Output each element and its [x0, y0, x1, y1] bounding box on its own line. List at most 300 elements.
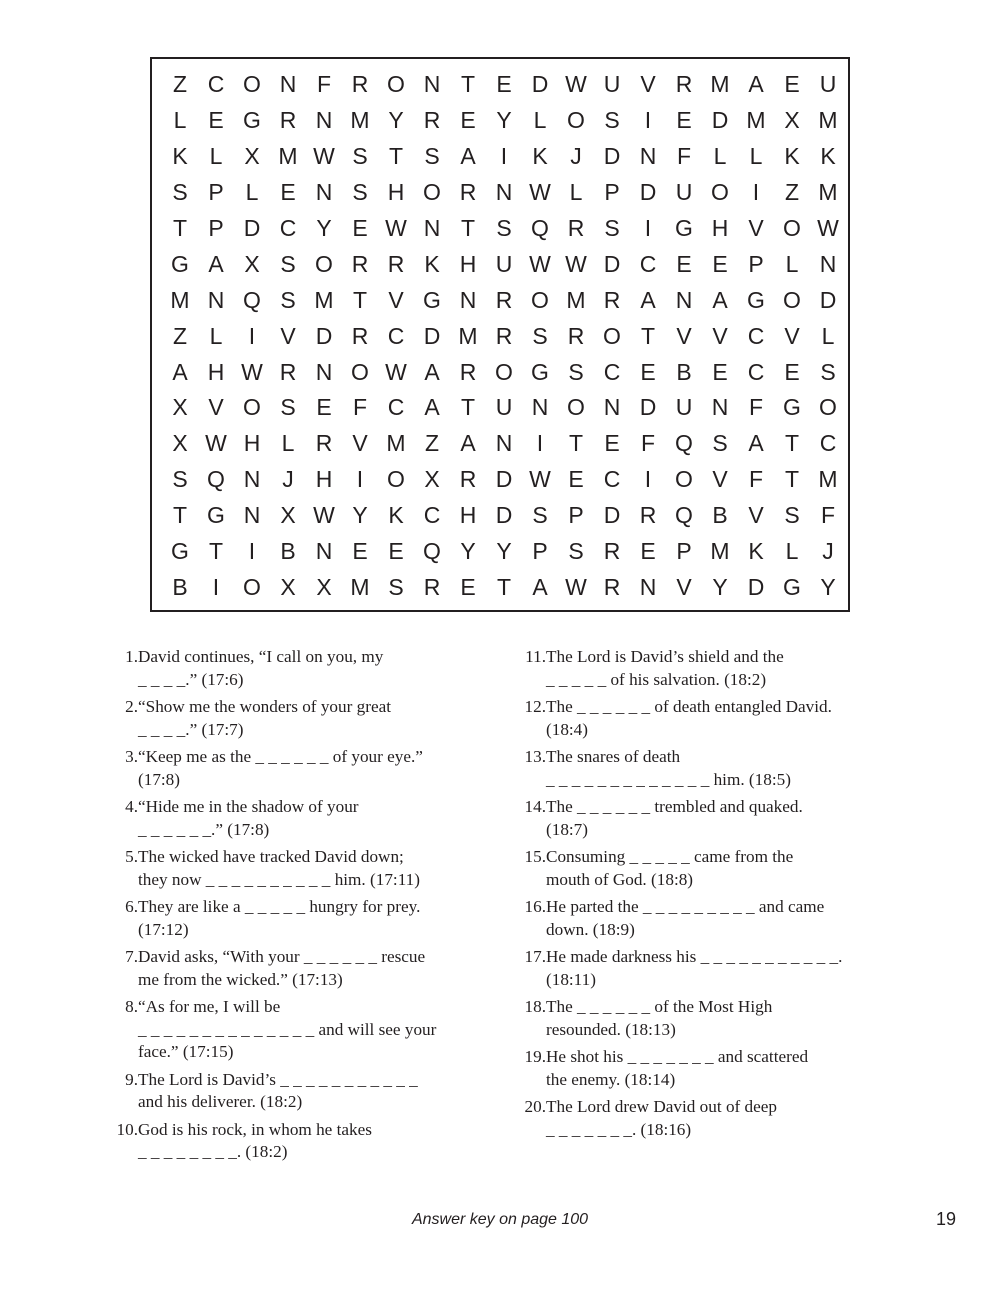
- grid-letter: W: [529, 250, 551, 277]
- grid-letter: E: [676, 250, 692, 277]
- grid-letter: P: [208, 179, 224, 206]
- grid-letter: Y: [460, 538, 476, 565]
- grid-letter: O: [567, 394, 585, 421]
- grid-letter: R: [675, 71, 693, 98]
- grid-letter: T: [784, 466, 800, 493]
- clue-item: [100, 946, 495, 991]
- grid-letter: Y: [316, 215, 332, 241]
- clue-text: David asks, “With your _ _ _ _ _ _ rescue me from the wicked.” (17:13): [138, 947, 426, 989]
- grid-letter: N: [315, 107, 333, 134]
- grid-letter: A: [208, 250, 224, 277]
- clue-list-left: [100, 646, 495, 1169]
- grid-letter: S: [568, 538, 584, 565]
- grid-letter: O: [243, 573, 261, 600]
- clue-item: [508, 696, 908, 741]
- grid-letter: L: [785, 538, 799, 565]
- grid-letter: D: [603, 250, 621, 277]
- grid-letter: Q: [531, 215, 549, 241]
- clue-number: 20.: [524, 1097, 546, 1116]
- clue-item: [508, 946, 908, 991]
- clue-text: “Show me the wonders of your great _ _ _ _.” (17:7): [138, 697, 391, 739]
- grid-letter: M: [710, 71, 730, 98]
- grid-letter: G: [171, 250, 189, 277]
- grid-letter: X: [172, 394, 188, 421]
- grid-letter: V: [388, 286, 404, 313]
- grid-letter: E: [640, 538, 656, 565]
- word-search-grid-box: [150, 57, 850, 612]
- grid-letter: N: [675, 286, 693, 313]
- clue-item: [508, 896, 908, 941]
- grid-letter: C: [819, 430, 837, 457]
- grid-letter: V: [640, 71, 656, 98]
- grid-letter: S: [172, 466, 188, 493]
- grid-letter: R: [459, 358, 477, 385]
- grid-letter: V: [676, 573, 692, 600]
- clue-text: They are like a _ _ _ _ _ hungry for prey. (17:12): [138, 897, 421, 939]
- grid-letter: G: [747, 286, 765, 313]
- grid-letter: V: [712, 466, 728, 493]
- grid-letter: T: [172, 215, 188, 241]
- clue-text: The Lord is David’s _ _ _ _ _ _ _ _ _ _ _ and his deliverer. (18:2): [138, 1069, 418, 1111]
- clue-item: [100, 1119, 495, 1164]
- clue-number: 17.: [524, 947, 546, 966]
- grid-letter: B: [172, 573, 188, 600]
- clue-item: [508, 1096, 908, 1141]
- grid-letter: Q: [243, 286, 261, 313]
- grid-letter: B: [676, 358, 692, 385]
- clue-number: 19.: [524, 1047, 546, 1066]
- grid-letter: W: [385, 358, 407, 385]
- grid-letter: X: [424, 466, 440, 493]
- grid-letter: A: [460, 430, 476, 457]
- grid-letter: T: [460, 215, 476, 241]
- grid-letter: H: [711, 215, 729, 241]
- grid-letter: A: [172, 358, 188, 385]
- grid-letter: V: [280, 322, 296, 349]
- grid-letter: X: [172, 430, 188, 457]
- clue-number: 7.: [125, 947, 138, 966]
- grid-letter: S: [568, 358, 584, 385]
- grid-letter: L: [713, 143, 727, 170]
- grid-row: [162, 139, 846, 175]
- page-number: 19: [935, 1209, 956, 1229]
- grid-letter: M: [278, 143, 298, 170]
- grid-letter: N: [819, 250, 837, 277]
- grid-letter: E: [784, 71, 800, 98]
- grid-letter: N: [711, 394, 729, 421]
- grid-letter: K: [784, 143, 800, 170]
- grid-letter: R: [639, 502, 657, 529]
- grid-row: [162, 282, 846, 318]
- grid-letter: W: [241, 358, 263, 385]
- grid-letter: I: [248, 322, 256, 349]
- grid-letter: L: [209, 322, 223, 349]
- clue-text: “Keep me as the _ _ _ _ _ _ of your eye.” (17:8): [138, 747, 423, 789]
- grid-letter: D: [603, 502, 621, 529]
- grid-letter: D: [711, 107, 729, 134]
- grid-letter: K: [532, 143, 548, 170]
- grid-letter: S: [532, 502, 548, 529]
- grid-letter: D: [531, 71, 549, 98]
- clue-text: “As for me, I will be _ _ _ _ _ _ _ _ _ _ _ _ _ _ and will see your face.” (17:15): [138, 997, 437, 1061]
- clue-number: 14.: [524, 797, 546, 816]
- grid-letter: N: [603, 394, 621, 421]
- grid-letter: C: [279, 215, 297, 241]
- grid-letter: O: [351, 358, 369, 385]
- clue-text: The _ _ _ _ _ _ of the Most High resounded. (18:13): [546, 997, 773, 1039]
- grid-letter: W: [313, 143, 335, 170]
- grid-letter: N: [423, 215, 441, 241]
- clue-number: 5.: [125, 847, 138, 866]
- grid-letter: D: [603, 143, 621, 170]
- grid-row: [162, 318, 846, 354]
- grid-letter: E: [388, 538, 404, 565]
- grid-letter: N: [495, 179, 513, 206]
- grid-letter: P: [676, 538, 692, 565]
- grid-letter: L: [533, 107, 547, 134]
- grid-letter: W: [565, 250, 587, 277]
- grid-letter: L: [821, 322, 835, 349]
- grid-letter: G: [783, 573, 801, 600]
- grid-letter: E: [352, 215, 368, 241]
- clue-item: [508, 746, 908, 791]
- grid-letter: H: [459, 250, 477, 277]
- grid-letter: H: [315, 466, 333, 493]
- clue-item: [100, 696, 495, 741]
- grid-row: [162, 175, 846, 211]
- grid-letter: O: [423, 179, 441, 206]
- clue-text: The Lord drew David out of deep _ _ _ _ _ _ _. (18:16): [546, 1097, 777, 1139]
- grid-letter: Z: [172, 322, 188, 349]
- grid-letter: N: [495, 430, 513, 457]
- grid-letter: S: [820, 358, 836, 385]
- grid-letter: S: [532, 322, 548, 349]
- grid-letter: W: [565, 71, 587, 98]
- grid-letter: K: [820, 143, 836, 170]
- grid-letter: W: [529, 466, 551, 493]
- grid-letter: L: [173, 107, 187, 134]
- grid-letter: A: [460, 143, 476, 170]
- grid-letter: F: [820, 502, 836, 529]
- grid-letter: R: [351, 71, 369, 98]
- grid-letter: M: [566, 286, 586, 313]
- grid-letter: O: [531, 286, 549, 313]
- grid-letter: N: [315, 179, 333, 206]
- grid-letter: A: [640, 286, 656, 313]
- grid-letter: S: [280, 394, 296, 421]
- grid-letter: E: [280, 179, 296, 206]
- grid-letter: Z: [784, 179, 800, 206]
- grid-letter: F: [676, 143, 692, 170]
- clue-number: 12.: [524, 697, 546, 716]
- grid-letter: S: [604, 107, 620, 134]
- clue-number: 11.: [525, 647, 546, 666]
- grid-letter: V: [748, 502, 764, 529]
- grid-letter: A: [424, 394, 440, 421]
- grid-letter: E: [640, 358, 656, 385]
- clue-item: [100, 996, 495, 1064]
- grid-letter: D: [495, 502, 513, 529]
- grid-letter: T: [568, 430, 584, 457]
- clue-item: [508, 1046, 908, 1091]
- grid-letter: O: [819, 394, 837, 421]
- grid-letter: N: [459, 286, 477, 313]
- grid-letter: O: [711, 179, 729, 206]
- grid-letter: E: [712, 250, 728, 277]
- clue-item: [100, 796, 495, 841]
- grid-letter: H: [387, 179, 405, 206]
- grid-letter: G: [531, 358, 549, 385]
- grid-letter: E: [352, 538, 368, 565]
- grid-row: [162, 569, 846, 605]
- grid-letter: U: [675, 394, 693, 421]
- grid-letter: O: [315, 250, 333, 277]
- grid-letter: O: [675, 466, 693, 493]
- grid-letter: M: [818, 466, 838, 493]
- grid-letter: O: [243, 394, 261, 421]
- grid-letter: D: [639, 394, 657, 421]
- grid-letter: Y: [496, 538, 512, 565]
- clue-item: [508, 996, 908, 1041]
- grid-letter: S: [784, 502, 800, 529]
- grid-letter: N: [423, 71, 441, 98]
- grid-letter: Y: [712, 573, 728, 600]
- grid-letter: F: [748, 466, 764, 493]
- grid-letter: C: [639, 250, 657, 277]
- grid-row: [162, 211, 846, 247]
- grid-letter: M: [170, 286, 190, 313]
- grid-letter: V: [208, 394, 224, 421]
- grid-letter: Q: [207, 466, 225, 493]
- grid-letter: R: [315, 430, 333, 457]
- clue-number: 8.: [125, 997, 138, 1016]
- grid-letter: N: [315, 538, 333, 565]
- grid-letter: F: [352, 394, 368, 421]
- grid-letter: E: [460, 573, 476, 600]
- grid-letter: I: [356, 466, 364, 493]
- clue-number: 4.: [125, 797, 138, 816]
- grid-letter: G: [171, 538, 189, 565]
- grid-letter: W: [529, 179, 551, 206]
- grid-letter: Y: [352, 502, 368, 529]
- grid-letter: R: [351, 322, 369, 349]
- clue-number: 18.: [524, 997, 546, 1016]
- clue-number: 13.: [524, 747, 546, 766]
- grid-letter: T: [352, 286, 368, 313]
- grid-letter: P: [532, 538, 548, 565]
- grid-letter: S: [352, 143, 368, 170]
- grid-letter: U: [819, 71, 837, 98]
- clue-number: 16.: [524, 897, 546, 916]
- grid-letter: U: [495, 250, 513, 277]
- grid-letter: X: [280, 502, 296, 529]
- grid-letter: O: [603, 322, 621, 349]
- grid-letter: C: [387, 394, 405, 421]
- grid-letter: C: [747, 322, 765, 349]
- grid-letter: L: [245, 179, 259, 206]
- grid-letter: T: [784, 430, 800, 457]
- grid-letter: R: [567, 322, 585, 349]
- grid-letter: S: [496, 215, 512, 241]
- grid-letter: M: [314, 286, 334, 313]
- grid-letter: S: [172, 179, 188, 206]
- grid-letter: M: [458, 322, 478, 349]
- grid-letter: E: [712, 358, 728, 385]
- grid-letter: A: [748, 430, 764, 457]
- clue-text: The Lord is David’s shield and the _ _ _ _ _ of his salvation. (18:2): [546, 647, 784, 689]
- grid-letter: I: [752, 179, 760, 206]
- grid-letter: C: [603, 358, 621, 385]
- grid-letter: I: [644, 107, 652, 134]
- grid-letter: O: [387, 71, 405, 98]
- clue-text: Consuming _ _ _ _ _ came from the mouth of God. (18:8): [546, 847, 794, 889]
- clue-text: He parted the _ _ _ _ _ _ _ _ _ and came down. (18:9): [546, 897, 825, 939]
- grid-letter: X: [244, 143, 260, 170]
- grid-letter: E: [460, 107, 476, 134]
- grid-row: [162, 426, 846, 462]
- grid-letter: Y: [820, 573, 836, 600]
- grid-letter: E: [604, 430, 620, 457]
- grid-letter: M: [818, 107, 838, 134]
- clue-number: 1.: [125, 647, 138, 666]
- grid-letter: V: [676, 322, 692, 349]
- grid-letter: T: [460, 71, 476, 98]
- clue-text: God is his rock, in whom he takes _ _ _ _ _ _ _ _. (18:2): [138, 1119, 372, 1161]
- grid-letter: C: [747, 358, 765, 385]
- grid-letter: S: [712, 430, 728, 457]
- grid-letter: D: [639, 179, 657, 206]
- grid-letter: Q: [675, 502, 693, 529]
- grid-letter: H: [459, 502, 477, 529]
- grid-letter: T: [460, 394, 476, 421]
- clue-number: 3.: [125, 747, 138, 766]
- grid-letter: U: [675, 179, 693, 206]
- grid-letter: N: [315, 358, 333, 385]
- grid-letter: M: [386, 430, 406, 457]
- grid-letter: E: [496, 71, 512, 98]
- grid-row: [162, 462, 846, 498]
- grid-letter: R: [495, 286, 513, 313]
- grid-letter: J: [282, 466, 294, 493]
- grid-letter: G: [675, 215, 693, 241]
- clue-text: He made darkness his _ _ _ _ _ _ _ _ _ _ _. (18:11): [546, 947, 843, 989]
- grid-letter: M: [710, 538, 730, 565]
- grid-letter: Q: [423, 538, 441, 565]
- grid-letter: R: [423, 107, 441, 134]
- grid-letter: V: [784, 322, 800, 349]
- grid-letter: S: [280, 250, 296, 277]
- grid-letter: V: [748, 215, 764, 241]
- grid-letter: B: [280, 538, 296, 565]
- grid-letter: I: [644, 466, 652, 493]
- grid-letter: O: [567, 107, 585, 134]
- grid-letter: A: [424, 358, 440, 385]
- clue-number: 2.: [125, 697, 138, 716]
- grid-letter: E: [676, 107, 692, 134]
- grid-row: [162, 67, 846, 103]
- grid-letter: N: [243, 502, 261, 529]
- grid-letter: F: [640, 430, 656, 457]
- grid-letter: S: [424, 143, 440, 170]
- grid-letter: I: [536, 430, 544, 457]
- clue-number: 15.: [524, 847, 546, 866]
- grid-letter: E: [784, 358, 800, 385]
- grid-letter: X: [784, 107, 800, 134]
- grid-row: [162, 354, 846, 390]
- grid-letter: N: [243, 466, 261, 493]
- grid-letter: O: [243, 71, 261, 98]
- grid-letter: V: [712, 322, 728, 349]
- grid-letter: T: [172, 502, 188, 529]
- grid-letter: E: [316, 394, 332, 421]
- grid-letter: D: [747, 573, 765, 600]
- grid-letter: F: [316, 71, 332, 98]
- grid-letter: X: [316, 573, 332, 600]
- grid-letter: X: [280, 573, 296, 600]
- grid-letter: O: [783, 286, 801, 313]
- grid-letter: N: [639, 573, 657, 600]
- grid-letter: J: [822, 538, 834, 565]
- grid-letter: R: [351, 250, 369, 277]
- grid-letter: X: [244, 250, 260, 277]
- grid-letter: H: [243, 430, 261, 457]
- grid-letter: R: [279, 358, 297, 385]
- grid-letter: G: [207, 502, 225, 529]
- grid-letter: I: [500, 143, 508, 170]
- grid-letter: S: [352, 179, 368, 206]
- grid-row: [162, 498, 846, 534]
- grid-letter: E: [208, 107, 224, 134]
- grid-letter: O: [387, 466, 405, 493]
- grid-letter: W: [565, 573, 587, 600]
- grid-letter: R: [459, 179, 477, 206]
- grid-letter: M: [746, 107, 766, 134]
- grid-letter: T: [640, 322, 656, 349]
- grid-letter: L: [281, 430, 295, 457]
- grid-letter: O: [495, 358, 513, 385]
- grid-letter: R: [603, 538, 621, 565]
- grid-letter: N: [279, 71, 297, 98]
- clue-text: The wicked have tracked David down; they now _ _ _ _ _ _ _ _ _ _ him. (17:11): [138, 847, 420, 889]
- grid-letter: G: [423, 286, 441, 313]
- grid-row: [162, 246, 846, 282]
- clue-number: 9.: [125, 1069, 138, 1089]
- grid-letter: Y: [388, 107, 404, 134]
- grid-letter: C: [423, 502, 441, 529]
- grid-letter: R: [279, 107, 297, 134]
- clue-item: [508, 646, 908, 691]
- grid-letter: I: [212, 573, 220, 600]
- grid-letter: K: [748, 538, 764, 565]
- clue-item: [508, 846, 908, 891]
- grid-letter: N: [531, 394, 549, 421]
- grid-letter: O: [783, 215, 801, 241]
- grid-letter: W: [205, 430, 227, 457]
- grid-letter: D: [315, 322, 333, 349]
- grid-letter: M: [818, 179, 838, 206]
- grid-letter: H: [207, 358, 225, 385]
- grid-letter: D: [819, 286, 837, 313]
- grid-letter: D: [495, 466, 513, 493]
- clue-text: “Hide me in the shadow of your _ _ _ _ _ _.” (17:8): [138, 797, 359, 839]
- grid-letter: Z: [424, 430, 440, 457]
- grid-letter: Y: [496, 107, 512, 134]
- grid-letter: A: [532, 573, 548, 600]
- clue-number: 6.: [125, 897, 138, 916]
- grid-row: [162, 103, 846, 139]
- clue-item: [100, 1069, 495, 1114]
- grid-letter: N: [207, 286, 225, 313]
